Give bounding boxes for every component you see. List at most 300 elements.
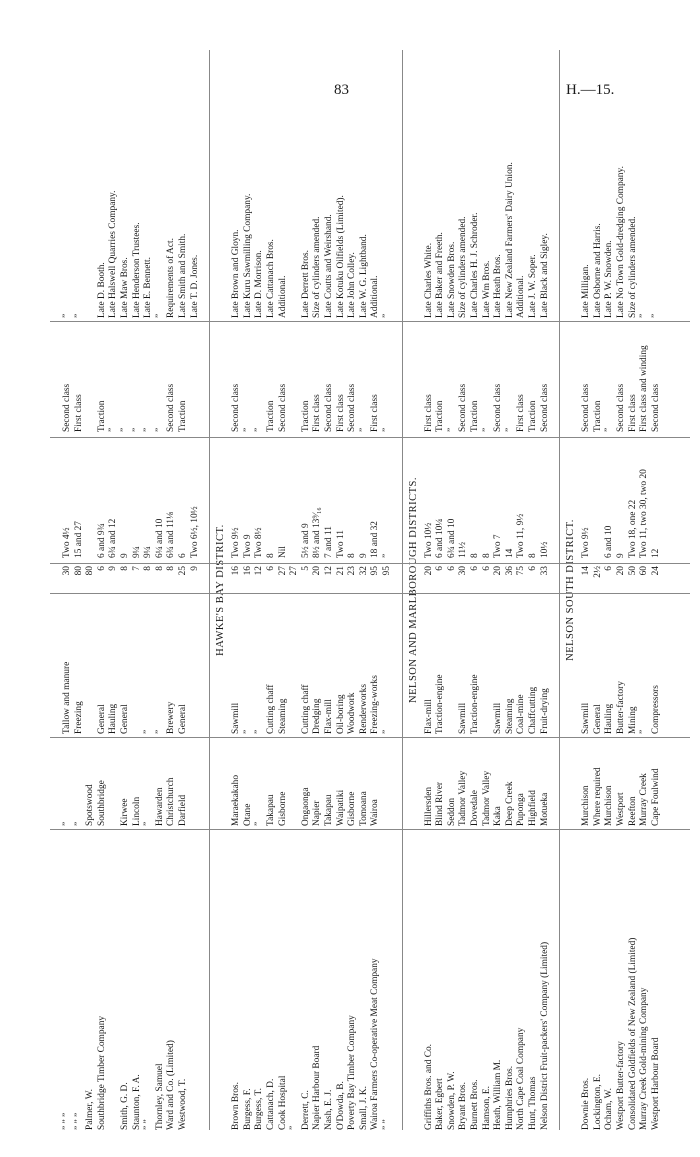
cell-hp: 20 — [312, 566, 323, 576]
cell-hp: 27 — [277, 566, 288, 576]
cell-type: Sawmill — [581, 702, 592, 734]
cell-cyl: 6 and 10¼ — [435, 518, 446, 558]
cell-owner: Wairoa Farmers Co-operative Meat Company — [370, 958, 381, 1130]
cell-hp: 75 — [516, 566, 527, 576]
cell-type: Renderworks — [358, 684, 369, 734]
cell-owner: Smith, G. D. — [120, 1082, 130, 1130]
cell-type: General — [592, 704, 603, 734]
cell-owner: Palmer, W. — [85, 1088, 96, 1130]
cell-hp: 80 — [73, 566, 84, 576]
cell-type: Flax-mill — [324, 699, 334, 734]
cell-hp: 14 — [581, 566, 592, 576]
section-divider — [402, 50, 403, 1130]
cell-loc: ” — [73, 821, 84, 826]
table-row — [616, 50, 627, 1130]
cell-type: ” — [242, 729, 253, 734]
cell-type: ” — [143, 729, 154, 734]
cell-hp: 25 — [178, 566, 188, 576]
cell-rem: Late W. G. Lightband. — [358, 234, 369, 318]
cell-type: Sawmill — [493, 702, 504, 734]
cell-hp: 7 — [131, 566, 142, 571]
table-row — [312, 50, 323, 1130]
cell-hp: 23 — [347, 566, 358, 576]
cell-type: Brewery — [166, 701, 177, 734]
section-title: NELSON SOUTH DISTRICT. — [565, 519, 577, 661]
cell-rem: Size of cylinders amended. — [312, 216, 323, 318]
cell-hp: 32 — [358, 566, 369, 576]
cell-rem: Late Charles White. — [423, 242, 434, 318]
cell-owner: Westwood, T. — [178, 1078, 188, 1130]
cell-owner: Thornley, Samuel — [154, 1063, 165, 1130]
table-row — [628, 50, 639, 1130]
cell-type: General — [96, 704, 107, 734]
table-row — [132, 50, 143, 1130]
cell-loc: Napier — [312, 800, 323, 826]
table-row — [254, 50, 265, 1130]
cell-hp: 20 — [493, 566, 504, 576]
cell-type — [85, 594, 96, 734]
table-row — [336, 50, 347, 1130]
cell-type: Cutting chaff — [300, 684, 311, 734]
column-rule — [50, 563, 690, 564]
cell-rem: Late Kuru Sawmilling Company. — [242, 193, 253, 318]
cell-loc: Takapau — [324, 794, 334, 826]
cell-owner: O'Dowda, B. — [335, 1081, 346, 1130]
cell-cyl: Two 18, one 22 — [627, 499, 638, 558]
cell-cls: Second class — [231, 383, 242, 432]
cell-loc: ” — [62, 821, 72, 826]
cell-cyl: 18 and 32 — [370, 521, 381, 558]
cell-cyl: Two 9½ — [231, 527, 242, 558]
cell-owner: Cattanach, D. — [266, 1078, 276, 1130]
cell-cls: Second class — [458, 383, 469, 432]
cell-type: Dredging — [312, 698, 323, 734]
cell-hp: 12 — [324, 566, 334, 576]
table-row — [266, 50, 277, 1130]
cell-owner — [108, 830, 119, 1130]
cell-loc: Otane — [242, 803, 253, 826]
table-row — [447, 50, 458, 1130]
cell-type: Mining — [627, 706, 638, 734]
cell-hp: 8 — [120, 566, 130, 571]
cell-cyl: 8 — [528, 553, 538, 558]
cell-cyl: 8 — [266, 553, 276, 558]
cell-loc: Seddon — [446, 797, 457, 826]
cell-loc: Hillersden — [423, 786, 434, 826]
cell-owner: Hunt, Thomas — [528, 1076, 538, 1130]
cell-loc: Tomoana — [358, 791, 369, 826]
cell-cls: ” — [154, 427, 165, 432]
cell-cls: ” — [358, 427, 369, 432]
cell-loc: Takapau — [266, 794, 276, 826]
table-row — [435, 50, 446, 1130]
cell-owner: Staunton, F. A. — [131, 1074, 142, 1130]
table-row — [516, 50, 527, 1130]
cell-cls: First class and winding — [639, 345, 650, 432]
cell-rem — [85, 58, 96, 318]
cell-cyl: 9¼ — [131, 546, 142, 558]
cell-cls: ” — [120, 427, 130, 432]
cell-hp: 20 — [616, 566, 626, 576]
cell-loc: Motueka — [539, 792, 550, 826]
table-row — [155, 50, 166, 1130]
cell-type: Flax-mill — [423, 699, 434, 734]
cell-owner: Consolidated Goldfields of New Zealand (Limited) — [627, 937, 638, 1130]
cell-owner — [190, 830, 201, 1130]
cell-rem: Late D. Morrison. — [254, 250, 265, 318]
cell-owner: Burgess, F. — [242, 1088, 253, 1130]
cell-cls: ” — [108, 427, 119, 432]
cell-cls: Traction — [178, 400, 188, 432]
cell-loc — [190, 738, 201, 826]
cell-type: Cutting chaff — [266, 684, 276, 734]
cell-owner: Small, J. K. — [358, 1085, 369, 1130]
cell-owner: Bryant Bros. — [458, 1082, 469, 1130]
table-row — [178, 50, 189, 1130]
cell-hp: 21 — [335, 566, 346, 576]
cell-cls: Second class — [539, 383, 550, 432]
cell-rem: Late Smith and Smith. — [178, 233, 188, 318]
cell-cls: Second class — [62, 383, 72, 432]
cell-cls: ” — [143, 427, 154, 432]
table-row — [482, 50, 493, 1130]
table-row — [528, 50, 539, 1130]
cell-type: Freezing-works — [370, 675, 381, 734]
cell-owner: Humphries Bros. — [504, 1065, 515, 1130]
table-row — [85, 50, 96, 1130]
cell-cyl: 6 and 10 — [604, 525, 615, 558]
cell-loc: Kaka — [493, 806, 504, 826]
cell-rem: Late T. D. Jones. — [189, 254, 200, 318]
cell-type — [289, 594, 300, 734]
cell-cls: First class — [423, 394, 434, 432]
cell-rem: Additional. — [277, 275, 288, 318]
cell-rem: ” — [154, 313, 165, 318]
cell-rem: Late Heath Bros. — [493, 254, 504, 318]
cell-hp: 6 — [96, 566, 107, 571]
cell-hp: 16 — [242, 566, 253, 576]
column-rule — [50, 321, 690, 322]
cell-cls: Second class — [650, 383, 661, 432]
cell-loc: Highfield — [528, 790, 538, 826]
cell-type: Steaming — [277, 698, 288, 734]
cell-loc: Murchison — [604, 785, 615, 826]
cell-cls: Second class — [493, 383, 504, 432]
cell-type: Coal-mine — [516, 694, 527, 734]
table-row — [651, 50, 662, 1130]
table-row — [347, 50, 358, 1130]
cell-type: Chaffcutting — [528, 686, 538, 734]
cell-loc: Puponga — [516, 793, 527, 826]
cell-cyl: Two 8½ — [254, 527, 265, 558]
cell-hp: 60 — [639, 566, 650, 576]
cell-owner: Griffiths Bros. and Co. — [423, 1043, 434, 1130]
cell-loc: Dovedale — [470, 790, 480, 826]
table-row — [359, 50, 370, 1130]
cell-type: Compressors — [650, 685, 661, 734]
table-row — [166, 50, 177, 1130]
cell-cyl: 6¾ and 11⅛ — [166, 511, 177, 558]
cell-type: General — [120, 704, 130, 734]
table-row — [97, 50, 108, 1130]
cell-rem: ” — [62, 313, 72, 318]
cell-rem: Late Kotuku Oilfields (Limited). — [335, 195, 346, 318]
cell-rem: Additional. — [516, 275, 527, 318]
cell-owner: ” ” — [382, 1119, 392, 1130]
cell-rem: Late Osborne and Harris. — [592, 223, 603, 318]
column-rule — [50, 437, 690, 438]
cell-owner: Downie Bros. — [581, 1077, 592, 1130]
table-row — [593, 50, 604, 1130]
cell-hp: 6 — [604, 566, 615, 571]
cell-owner: Brown Bros. — [231, 1082, 242, 1130]
cell-cyl: 9 — [616, 553, 626, 558]
table-row — [458, 50, 469, 1130]
cell-rem: Late John Colley. — [347, 252, 358, 318]
cell-rem: Late Baker and Freeth. — [435, 232, 446, 318]
cell-hp: 8 — [166, 566, 177, 571]
cell-rem: Late Cattanach Bros. — [266, 239, 276, 318]
cell-loc: Kirwee — [120, 798, 130, 826]
cell-hp: 12 — [254, 566, 265, 576]
cell-loc: Tadmor Valley — [458, 770, 469, 826]
cell-hp: 30 — [458, 566, 469, 576]
cell-owner: Murray Creek Gold-mining Company — [639, 987, 650, 1130]
cell-rem: Size of cylinders amended. — [458, 216, 469, 318]
cell-cyl: 6¾ and 12 — [108, 518, 119, 558]
cell-loc: Lincoln — [131, 796, 142, 826]
table-row — [604, 50, 615, 1130]
cell-loc: Maraekakaho — [231, 774, 242, 826]
cell-type: Sawmill — [231, 702, 242, 734]
cell-cyl: Two 4½ — [62, 527, 72, 558]
table-row — [382, 50, 393, 1130]
cell-loc: Southbridge — [96, 780, 107, 826]
cell-owner: Snowden, P. W. — [446, 1071, 457, 1130]
cell-rem: ” — [382, 313, 392, 318]
cell-hp: 50 — [627, 566, 638, 576]
cell-loc: Hawarden — [154, 787, 165, 826]
cell-loc: Wairoa — [370, 799, 381, 826]
cell-rem: Late E. Bennett. — [143, 257, 154, 318]
table-row — [505, 50, 516, 1130]
cell-hp: 6 — [481, 566, 492, 571]
cell-cls: First class — [370, 394, 381, 432]
table-row — [143, 50, 154, 1130]
cell-cls: Second class — [324, 383, 334, 432]
cell-loc: Westport — [616, 792, 626, 826]
cell-cyl: Two 7 — [493, 534, 504, 558]
cell-cls: Second class — [616, 383, 626, 432]
table-row — [74, 50, 85, 1130]
cell-type: ” — [254, 729, 265, 734]
cell-loc: Murchison — [581, 785, 592, 826]
cell-hp: 5 — [300, 566, 311, 571]
cell-rem: ” — [73, 313, 84, 318]
cell-cls: ” — [604, 427, 615, 432]
cell-cyl: 6 and 9¾ — [96, 523, 107, 558]
cell-type: Hauling — [108, 703, 119, 734]
cell-cyl: 5½ and 9 — [300, 523, 311, 558]
cell-rem: ” — [650, 313, 661, 318]
cell-type: Freezing — [73, 701, 84, 734]
cell-loc: Christchurch — [166, 777, 177, 826]
cell-type: Hauling — [604, 703, 615, 734]
cell-owner: Nelson District Fruit-packers' Company (Limited) — [539, 941, 550, 1130]
cell-type: Traction-engine — [470, 674, 480, 734]
cell-owner: ” ” ” — [62, 1112, 72, 1130]
cell-hp: 30 — [62, 566, 72, 576]
cell-cyl: Two 10½ — [423, 522, 434, 558]
cell-loc: Darfield — [178, 794, 188, 826]
cell-cls: ” — [254, 427, 265, 432]
cell-owner: Ward and Co. (Limited) — [166, 1040, 177, 1130]
cell-type: ” — [154, 729, 165, 734]
cell-loc — [289, 738, 300, 826]
cell-owner: Baker, Egbert — [435, 1078, 446, 1130]
cell-cyl: Two 11, two 30, two 20 — [639, 469, 650, 558]
section-title: HAWKE'S BAY DISTRICT. — [215, 524, 227, 656]
cell-owner: Napier Harbour Board — [312, 1045, 323, 1130]
cell-rem: Late D. Booth. — [96, 262, 107, 318]
cell-cls: ” — [481, 427, 492, 432]
cell-cls: Second class — [347, 383, 358, 432]
cell-cyl: Two 9½ — [581, 527, 592, 558]
cell-loc: Waipatiki — [335, 789, 346, 826]
cell-cyl: Two 9 — [242, 534, 253, 558]
cell-rem: Late Derrett Bros. — [300, 250, 311, 318]
cell-owner: ” — [289, 1125, 300, 1130]
cell-cls: Traction — [300, 400, 311, 432]
cell-cls: Traction — [266, 400, 276, 432]
cell-hp: 6 — [470, 566, 480, 571]
cell-cyl: 9 — [120, 553, 130, 558]
cell-owner: Heath, William M. — [493, 1059, 504, 1130]
cell-loc: Blind River — [435, 781, 446, 826]
cell-loc: Ongaonga — [300, 787, 311, 826]
cell-hp: 95 — [370, 566, 381, 576]
cell-type: Butter-factory — [616, 681, 626, 734]
cell-owner: North Cape Coal Company — [516, 1027, 527, 1130]
cell-loc: Murray Creek — [639, 773, 650, 826]
cell-cls: Traction — [528, 400, 538, 432]
cell-loc: Gisborne — [347, 791, 358, 826]
cell-cls: First class — [73, 394, 84, 432]
cell-cls: Traction — [435, 400, 446, 432]
cell-cls: ” — [446, 427, 457, 432]
cell-rem: Late Coutts and Weirshand. — [324, 214, 334, 318]
table-row — [108, 50, 119, 1130]
cell-owner: Burgess, T. — [254, 1088, 265, 1130]
section-divider — [559, 50, 560, 1130]
cell-cyl: Two 11 — [335, 530, 346, 558]
cell-loc: Where required — [592, 767, 603, 826]
table-row — [370, 50, 381, 1130]
cell-hp: 8 — [154, 566, 165, 571]
table-row — [243, 50, 254, 1130]
cell-type — [482, 594, 493, 734]
cell-owner: Hamson, E. — [481, 1085, 492, 1130]
cell-loc: Reefton — [627, 796, 638, 826]
cell-rem: Late Brown and Gloyn. — [231, 229, 242, 318]
cell-cyl: 12 — [650, 548, 661, 558]
cell-cls: Second class — [581, 383, 592, 432]
cell-hp: 33 — [539, 566, 550, 576]
cell-owner: Derrett, C. — [300, 1090, 311, 1130]
cell-type — [447, 594, 458, 734]
cell-type: Woodwork — [347, 692, 358, 734]
table-row — [120, 50, 131, 1130]
cell-cls: Traction — [96, 400, 107, 432]
cell-type: ” — [382, 729, 392, 734]
cell-rem — [289, 58, 300, 318]
cell-hp: 2½ — [592, 566, 603, 578]
table-row — [470, 50, 481, 1130]
cell-cls: ” — [504, 427, 515, 432]
cell-hp: 80 — [85, 566, 96, 576]
cell-cyl: 10½ — [539, 541, 550, 558]
cell-cyl: 8½ and 13⁹⁄₁₆ — [312, 507, 323, 558]
cell-hp: 20 — [423, 566, 434, 576]
column-rule — [50, 737, 690, 738]
cell-hp: 6 — [528, 566, 538, 571]
cell-rem: Size of cylinders amended. — [627, 216, 638, 318]
cell-owner: Westport Harbour Board — [650, 1037, 661, 1130]
cell-type: ” — [639, 729, 650, 734]
table-row — [62, 50, 73, 1130]
cell-rem: Late Charles H. J. Schroder. — [470, 212, 480, 318]
column-rule — [50, 829, 690, 830]
cell-rem: Late Wm Bros. — [481, 260, 492, 318]
cell-cls — [190, 324, 201, 432]
cell-hp: 9 — [189, 566, 200, 571]
cell-cyl: ” — [382, 553, 392, 558]
cell-rem: Requirements of Act. — [166, 238, 177, 318]
page-number: 83 — [334, 82, 349, 98]
cell-hp: 24 — [650, 566, 661, 576]
table-row — [424, 50, 435, 1130]
cell-owner: Nash, E. J. — [324, 1089, 334, 1130]
table-row — [190, 50, 201, 1130]
cell-cyl: Two 11, 9½ — [516, 513, 527, 558]
cell-rem: Late Snowden Bros. — [446, 241, 457, 318]
cell-owner: Lockington, E. — [592, 1074, 603, 1130]
table-row — [301, 50, 312, 1130]
cell-type — [190, 594, 201, 734]
cell-hp: 6 — [435, 566, 446, 571]
cell-cls: Second class — [277, 383, 288, 432]
cell-type: Steaming — [504, 698, 515, 734]
cell-cls: First class — [516, 394, 527, 432]
cell-loc: Tadmor Valley — [481, 770, 492, 826]
cell-loc: Cape Foulwind — [650, 768, 661, 826]
cell-loc: Gisborne — [277, 791, 288, 826]
cell-owner: Cook Hospital — [277, 1075, 288, 1130]
cell-cls: Second class — [166, 383, 177, 432]
cell-cyl: 6 — [178, 553, 188, 558]
cell-hp: 8 — [143, 566, 154, 571]
cell-owner: ” ” ” — [73, 1112, 84, 1130]
table-row — [639, 50, 650, 1130]
cell-type: Tallow and manure — [62, 661, 72, 734]
cell-cls: ” — [382, 427, 392, 432]
cell-cyl — [85, 440, 96, 558]
table-row — [278, 50, 289, 1130]
cell-cls — [289, 324, 300, 432]
cell-owner: Westport Butter-factory — [616, 1041, 626, 1130]
cell-owner: Ocham, W. — [604, 1088, 615, 1130]
cell-cyl: 8 — [481, 553, 492, 558]
